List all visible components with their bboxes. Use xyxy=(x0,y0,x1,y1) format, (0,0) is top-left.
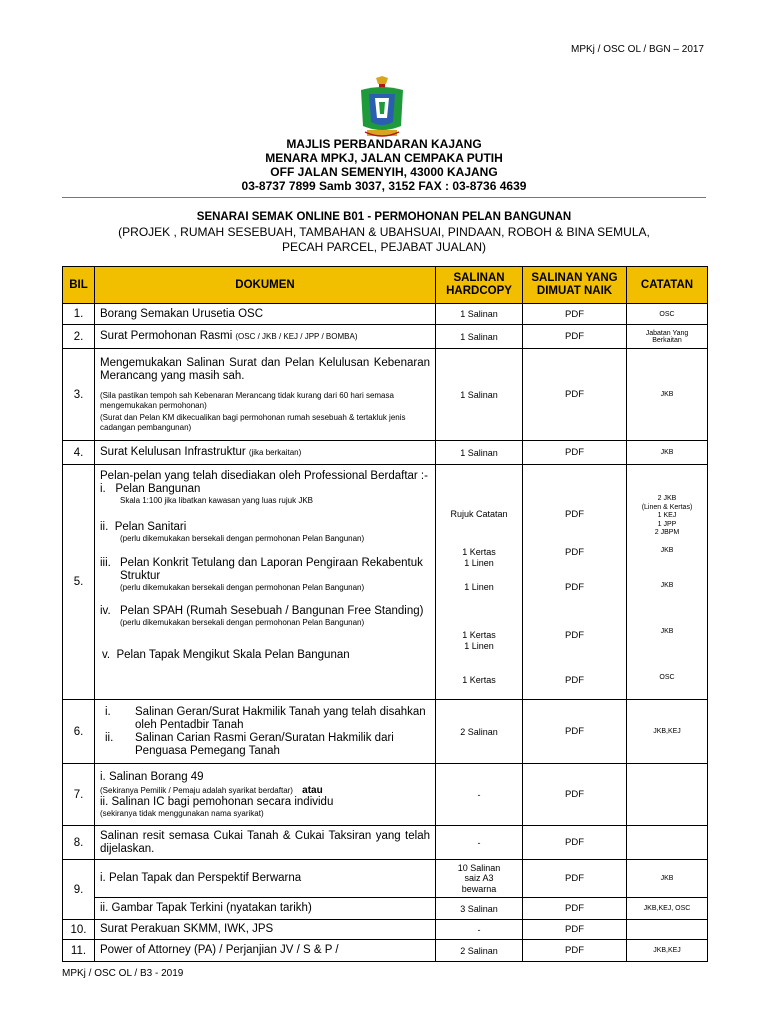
document-label: Pelan-pelan yang telah disediakan oleh Professional Berdaftar :- xyxy=(100,470,428,482)
sub-item-number: v. xyxy=(102,649,111,661)
hardcopy-value: 2 Salinan xyxy=(436,940,523,962)
document-cell xyxy=(95,349,436,441)
table-row xyxy=(63,826,708,860)
notes-value: JKB xyxy=(660,547,674,554)
table-row xyxy=(63,940,708,962)
council-name: MAJLIS PERBANDARAN KAJANG xyxy=(286,137,482,151)
hardcopy-value: - xyxy=(436,920,523,940)
header-dokumen: DOKUMEN xyxy=(95,267,436,304)
checklist-table xyxy=(62,266,708,962)
upload-format: PDF xyxy=(523,940,627,962)
table-row xyxy=(63,465,708,700)
council-logo xyxy=(355,76,409,140)
phone-fax-line: 03-8737 7899 Samb 3037, 3152 FAX : 03-8736 4639 xyxy=(241,179,527,193)
notes-value: Jabatan Yang Berkaitan xyxy=(627,325,708,349)
sub-item-note: Skala 1:100 jika libatkan kawasan yang luas rujuk JKB xyxy=(120,496,313,505)
document-cell xyxy=(95,700,436,764)
document-note: (Sila pastikan tempoh sah Kebenaran Merancang tidak kurang dari 60 hari semasa mengemukakan permohonan) xyxy=(100,391,394,410)
header-divider xyxy=(62,197,706,198)
hardcopy-value: 1 Kertas xyxy=(462,675,496,685)
document-cell xyxy=(95,325,436,349)
sub-item-number: iii. xyxy=(100,557,111,569)
notes-value: JKB,KEJ xyxy=(627,940,708,962)
sub-item-note: (perlu dikemukakan bersekali dengan permohonan Pelan Bangunan) xyxy=(120,618,365,627)
reference-code-top: MPKj / OSC OL / BGN – 2017 xyxy=(570,44,704,55)
document-note: (Surat dan Pelan KM dikecualikan bagi permohonan rumah sesebuah & tertakluk jenis cadangan pembangunan) xyxy=(100,413,406,432)
upload-cell xyxy=(523,465,627,700)
table-row xyxy=(63,349,708,441)
table-row xyxy=(63,325,708,349)
notes-value: JKB xyxy=(660,628,674,635)
upload-format: PDF xyxy=(523,304,627,325)
document-label: Surat Permohonan Rasmi xyxy=(100,330,233,342)
notes-value: JKB xyxy=(660,582,674,589)
sub-item-number: i. xyxy=(100,483,106,495)
notes-value xyxy=(627,920,708,940)
row-number: 7. xyxy=(63,764,95,826)
document-label: Surat Perakuan SKMM, IWK, JPS xyxy=(95,920,436,940)
row-number: 3. xyxy=(63,349,95,441)
hardcopy-value: 10 Salinan saiz A3 bewarna xyxy=(436,860,523,898)
sub-item-label: Pelan Sanitari xyxy=(114,521,187,533)
hardcopy-value: 1 Salinan xyxy=(436,441,523,465)
document-label: Mengemukakan Salinan Surat dan Pelan Kelulusan Kebenaran Merancang yang masih sah. xyxy=(100,357,430,382)
row-number: 6. xyxy=(63,700,95,764)
atau-label: atau xyxy=(302,784,323,796)
sub-item-i xyxy=(100,483,430,521)
sub-item-number: iv. xyxy=(100,605,111,617)
document-label: i. Salinan Borang 49 xyxy=(100,770,204,783)
title-sub: (PROJEK , RUMAH SESEBUAH, TAMBAHAN & UBAHSUAI, PINDAAN, ROBOH & BINA SEMULA, PECAH PARCEL, PEJABAT JUALAN) xyxy=(118,225,650,254)
sub-item-label: Pelan Konkrit Tetulang dan Laporan Pengiraan Rekabentuk Struktur xyxy=(120,557,423,582)
sub-item-iii xyxy=(100,557,430,605)
document-label: ii. Gambar Tapak Terkini (nyatakan tarikh) xyxy=(95,898,436,920)
header-catatan: CATATAN xyxy=(627,267,708,304)
header-hardcopy: SALINAN HARDCOPY xyxy=(436,267,523,304)
sub-item-v xyxy=(100,649,430,662)
hardcopy-value: 2 Salinan xyxy=(436,700,523,764)
document-label: Salinan resit semasa Cukai Tanah & Cukai Taksiran yang telah dijelaskan. xyxy=(95,826,436,860)
notes-value: OSC xyxy=(659,674,675,681)
hardcopy-value: 1 Kertas 1 Linen xyxy=(462,630,496,651)
upload-format: PDF xyxy=(523,325,627,349)
notes-value: JKB,KEJ xyxy=(627,700,708,764)
hardcopy-value: 1 Kertas 1 Linen xyxy=(462,547,496,568)
table-row xyxy=(63,898,708,920)
upload-format: PDF xyxy=(523,920,627,940)
document-label: ii. Salinan IC bagi pemohonan secara individu xyxy=(100,795,334,808)
table-header-row xyxy=(63,267,708,304)
upload-format: PDF xyxy=(523,826,627,860)
document-label: Surat Kelulusan Infrastruktur xyxy=(100,446,246,458)
table-row xyxy=(63,860,708,898)
document-label: Salinan Geran/Surat Hakmilik Tanah yang telah disahkan oleh Pentadbir Tanah xyxy=(135,705,426,731)
table-row xyxy=(63,764,708,826)
notes-value: OSC xyxy=(627,304,708,325)
sub-item-number: i. xyxy=(105,705,111,718)
hardcopy-value: 3 Salinan xyxy=(436,898,523,920)
upload-format: PDF xyxy=(523,860,627,898)
row-number: 8. xyxy=(63,826,95,860)
upload-format: PDF xyxy=(565,675,584,686)
upload-format: PDF xyxy=(523,764,627,826)
table-row xyxy=(63,920,708,940)
upload-format: PDF xyxy=(523,441,627,465)
table-row xyxy=(63,441,708,465)
header-bil: BIL xyxy=(63,267,95,304)
document-note: (OSC / JKB / KEJ / JPP / BOMBA) xyxy=(235,332,358,341)
hardcopy-value: 1 Linen xyxy=(464,582,494,592)
notes-value: JKB xyxy=(627,441,708,465)
sub-item-iv xyxy=(100,605,430,649)
row-number: 10. xyxy=(63,920,95,940)
sub-item-note: (perlu dikemukakan bersekali dengan permohonan Pelan Bangunan) xyxy=(120,534,365,543)
notes-value: 2 JKB (Linen & Kertas) 1 KEJ 1 JPP 2 JBPM xyxy=(641,495,693,536)
upload-format: PDF xyxy=(523,349,627,441)
hardcopy-value: 1 Salinan xyxy=(436,349,523,441)
hardcopy-value: Rujuk Catatan xyxy=(450,509,508,519)
address-line-2: OFF JALAN SEMENYIH, 43000 KAJANG xyxy=(270,165,498,179)
row-number: 5. xyxy=(63,465,95,700)
hardcopy-value: - xyxy=(436,826,523,860)
title-main: SENARAI SEMAK ONLINE B01 - PERMOHONAN PELAN BANGUNAN xyxy=(196,211,572,223)
checklist-title xyxy=(0,211,768,255)
upload-format: PDF xyxy=(565,509,584,520)
sub-item-label: Pelan Tapak Mengikut Skala Pelan Bangunan xyxy=(116,649,350,661)
document-label: i. Pelan Tapak dan Perspektif Berwarna xyxy=(95,860,436,898)
hardcopy-value: 1 Salinan xyxy=(436,304,523,325)
document-label: Salinan Carian Rasmi Geran/Suratan Hakmilik dari Penguasa Pemegang Tanah xyxy=(135,731,394,757)
table-row xyxy=(63,700,708,764)
notes-cell xyxy=(627,465,708,700)
row-number: 1. xyxy=(63,304,95,325)
row-number: 4. xyxy=(63,441,95,465)
sub-item-ii xyxy=(100,521,430,557)
reference-code-bottom: MPKj / OSC OL / B3 - 2019 xyxy=(62,968,184,979)
document-cell xyxy=(95,465,436,700)
row-number: 9. xyxy=(63,860,95,920)
notes-value: JKB xyxy=(627,860,708,898)
notes-value: JKB xyxy=(627,349,708,441)
document-cell xyxy=(95,441,436,465)
row-number: 2. xyxy=(63,325,95,349)
notes-value xyxy=(627,826,708,860)
sub-item-number: ii. xyxy=(100,521,109,533)
upload-format: PDF xyxy=(523,898,627,920)
sub-item-label: Pelan SPAH (Rumah Sesebuah / Bangunan Free Standing) xyxy=(120,605,424,617)
notes-value: JKB,KEJ, OSC xyxy=(627,898,708,920)
hardcopy-value: - xyxy=(436,764,523,826)
hardcopy-value: 1 Salinan xyxy=(436,325,523,349)
document-cell xyxy=(95,764,436,826)
header-uploaded: SALINAN YANG DIMUAT NAIK xyxy=(523,267,627,304)
notes-value xyxy=(627,764,708,826)
upload-format: PDF xyxy=(565,582,584,593)
document-note: (Sekiranya Pemilik / Pemaju adalah syarikat berdaftar) xyxy=(100,785,293,795)
hardcopy-cell xyxy=(436,465,523,700)
row-number: 11. xyxy=(63,940,95,962)
document-note: (sekiranya tidak menggunakan nama syarikat) xyxy=(100,808,264,818)
address-line-1: MENARA MPKJ, JALAN CEMPAKA PUTIH xyxy=(265,151,503,165)
sub-item-number: ii. xyxy=(105,731,114,744)
document-label: Power of Attorney (PA) / Perjanjian JV / S & P / xyxy=(95,940,436,962)
table-row xyxy=(63,304,708,325)
upload-format: PDF xyxy=(523,700,627,764)
sub-item-note: (perlu dikemukakan bersekali dengan permohonan Pelan Bangunan) xyxy=(120,583,365,592)
sub-item-label: Pelan Bangunan xyxy=(115,483,201,495)
upload-format: PDF xyxy=(565,547,584,558)
upload-format: PDF xyxy=(565,630,584,641)
document-label: Borang Semakan Urusetia OSC xyxy=(95,304,436,325)
document-note: (jika berkaitan) xyxy=(248,448,302,457)
